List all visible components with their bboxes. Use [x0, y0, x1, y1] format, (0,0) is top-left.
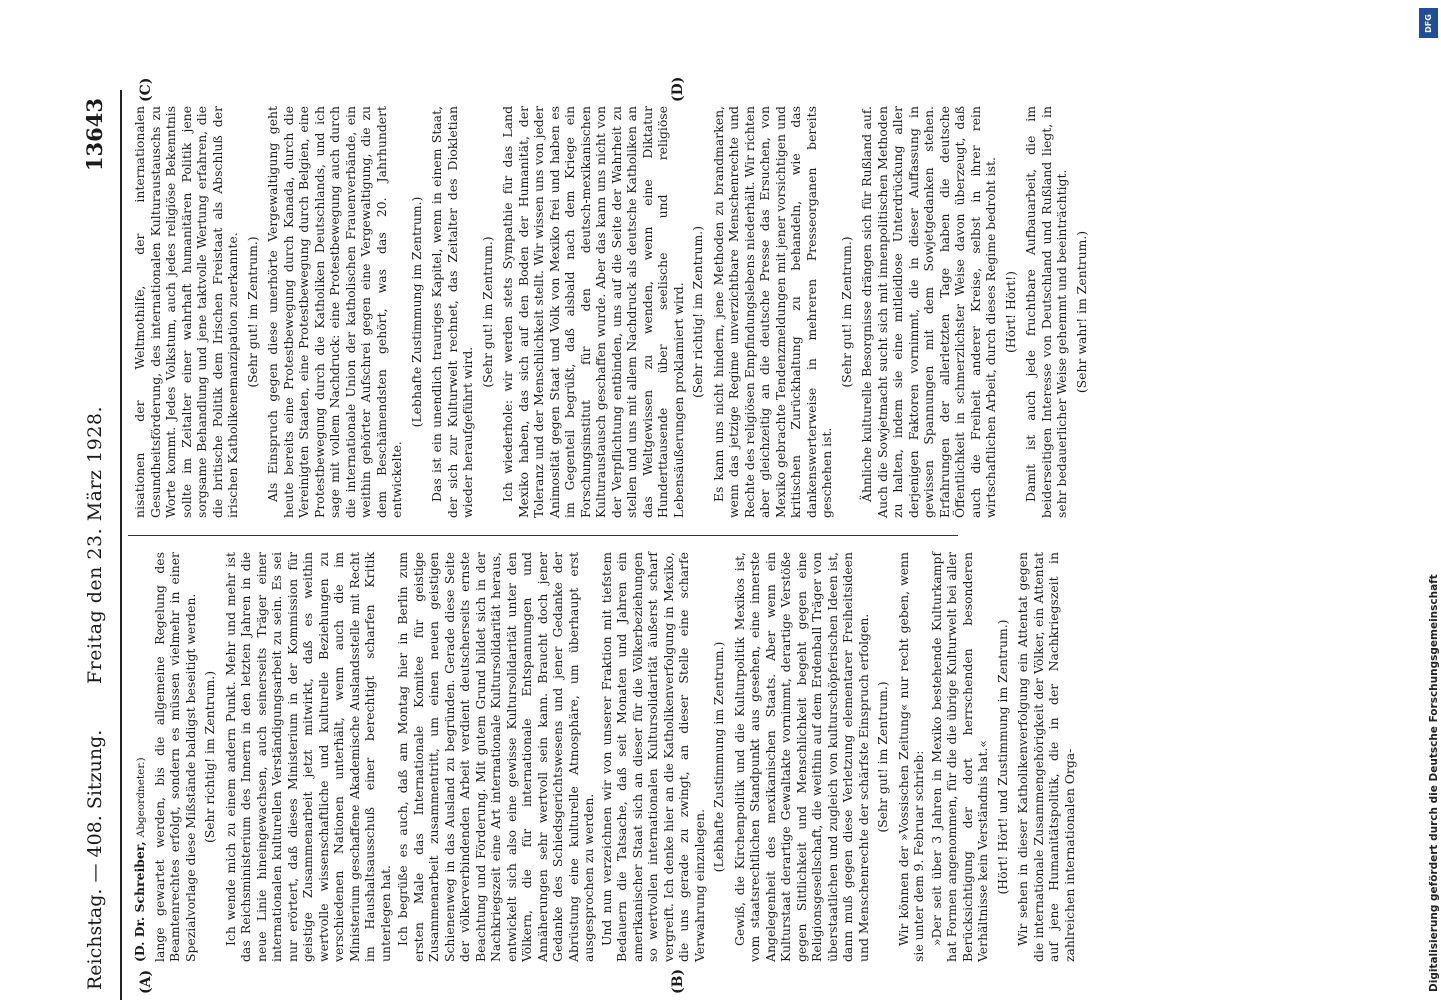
paragraph: Es kann uns nicht hindern, jene Methoden zu brandmarken, wenn das jetzige Regime unverzichtbare Menschenrechte und Rechte des religiösen Empfindungslebens niederhält. Wir richten aber gleichzeitig an die deutsche Presse das Ersuchen, von Mexiko gebrachte Tendenzmeldungen mit jener vorsichtigen und kritischen Zurückhaltung zu behandeln, wie das dankenswerterweise in mehreren Presseorganen bereits geschehen ist. [710, 106, 834, 518]
reaction: (Hört! Hört!) [1002, 271, 1018, 353]
paragraph: Ähnliche kulturelle Besorgnisse drängen sich für Rußland auf. Auch die Sowjetmacht sucht sich mit innenpolitischen Methoden zu halten, indem sie eine mitleidlose Unterdrückung aller derjenigen Faktoren vornimmt, die in dieser Auffassung in gewissen Spannungen mit dem Sowjetgedanken stehen. Erfahrungen der allerletzten Tage haben die deutsche Öffentlichkeit in schmerzlichster Weise davon überzeugt, daß auch die Freiheit anderer Kreise, selbst in ihrer rein wirtschaftlichen Arbeit, durch dieses Regime bedroht ist. [859, 106, 998, 518]
paragraph: Damit ist auch jede fruchtbare Aufbauarbeit, die im beiderseitigen Interesse von Deutschland und Rußland liegt, in sehr bedauerlicher Weise gehemmt und beeinträchtigt. [1023, 106, 1069, 518]
page-number: 13643 [82, 98, 107, 172]
paragraph: Ich begrüße es auch, daß am Montag hier in Berlin zum ersten Male das Internationale Komitee für geistige Zusammenarbeit zusammentritt, um einen neuen geistigen Schienenweg in das Ausland zu begründen. Gerade diese Seite der völkerverbindenden Arbeit verdient deutscherseits ernste Beachtung und Förderung. Mit gutem Grund bildet sich in der Nachkriegszeit eine Art internationale Kultursolidarität heraus, entwickelt sich also eine gewisse Kultursolidarität unter den Völkern, die für internationale Entspannungen und Annäherungen sehr wertvoll sein kann. Braucht doch jener Gedanke des Schiedsgerichtswesens und jener Gedanke der Abrüstung eine kulturelle Atmosphäre, um überhaupt erst ausgesprochen zu werden. [395, 552, 596, 962]
digitization-sidebar [1415, 8, 1441, 992]
speaker-line [132, 552, 150, 962]
paragraph: Gewiß, die Kirchenpolitik und die Kulturpolitik Mexikos ist, vom staatsrechtlichen Standpunkt aus gesehen, eine innerste Angelegenheit des mexikanischen Staats. Aber wenn ein Kulturstaat derartige Gewaltakte vornimmt, derartige Verstöße gegen Sittlichkeit und Menschlichkeit begeht gegen eine Religionsgesellschaft, die weithin auf dem Erdenball Träger von überstaatlichen und zugleich von kulturschöpferischen Ideen ist, dann muß gegen diese Verletzung elementarer Freiheitsideen und Menschenrechte der schärfste Einspruch erfolgen. [731, 552, 871, 962]
quotation: »Der seit über 3 Jahren in Mexiko bestehende Kulturkampf hat Formen angenommen, für die die übrige Kulturwelt bei aller Berücksichtigung der dort herrschenden besonderen Verhältnisse kein Verständnis hat.« [928, 552, 990, 962]
reaction: (Hört! Hört! und Zustimmung im Zentrum.) [994, 619, 1010, 895]
paragraph: Wir sehen in dieser Katholikenverfolgung ein Attentat gegen die internationale Zusammengehörigkeit der Völker, ein Attentat auf jene Humanitätspolitik, die in der Nachkriegszeit in zahlreichen internationalen Orga- [1015, 552, 1077, 962]
reaction: (Sehr wahr! im Zentrum.) [1073, 230, 1089, 394]
paragraph: nisationen der Weltmothilfe, der internationalen Gesundheitsförderung, des internationalen Kulturaustauschs zu Worte kommt. Jedes Volkstum, auch jedes religiöse Bekenntnis sollte im Zeitalter einer wahrhaft humanitären Politik jene sorgsame Behandlung und jene taktvolle Wertung erfahren, die die britische Politik dem Irischen Freistaat als Abschluß der irischen Katholikenemanzipation zuerkannte. [132, 106, 240, 518]
reaction: (Sehr gut! im Zentrum.) [244, 236, 260, 388]
paragraph: Das ist ein unendlich trauriges Kapitel, wenn in einem Staat, der sich zur Kulturwelt rechnet, das Zeitalter des Diokletian wieder heraufgeführt wird. [429, 106, 475, 518]
paragraph: lange gewartet werden, bis die allgemeine Regelung des Beamtenrechtes erfolgt, sondern es müssen vielmehr in einer Spezialvorlage diese Mißstände baldigst beseitigt werden. [151, 552, 198, 962]
paragraph: Wir können der »Vossischen Zeitung« nur recht geben, wenn sie unter dem 9. Februar schrieb: [895, 552, 926, 962]
reaction: (Lebhafte Zustimmung im Zentrum.) [408, 196, 424, 428]
margin-marker-a: (A) [138, 969, 154, 994]
reaction: (Sehr gut! im Zentrum.) [875, 681, 890, 833]
margin-marker-d: (D) [670, 76, 686, 102]
paragraph: Ich wiederhole: wir werden stets Sympathie für das Land Mexiko haben, das sich auf den Boden der Humanität, der Toleranz und der Menschlichkeit stellt. Wir wissen uns von jeder Animosität gegen Staat und Volk von Mexiko frei und haben es im Gegenteil begrüßt, daß alsbald nach dem Kriege ein Forschungsinstitut für den deutsch-mexikanischen Kulturaustausch geschaffen wurde. Aber das kann uns nicht von der Verpflichtung entbinden, uns auf die Seite der Wahrheit zu stellen und uns mit allem Nachdruck als deutsche Katholiken an das Weltgewissen zu wenden, wenn eine Diktatur Hunderttausende über seelische und religiöse Lebensäußerungen proklamiert wird. [500, 106, 686, 518]
margin-marker-c: (C) [138, 77, 154, 102]
rotated-page [60, 76, 1430, 1000]
reaction: (Sehr gut! im Zentrum.) [838, 236, 854, 388]
paragraph: Ich wende mich zu einem andern Punkt. Mehr und mehr ist das Reichsministerium des Innern in den letzten Jahren in die neue Linie hineingewachsen, auch seinerseits Träger einer internationalen kulturellen Verständigungsarbeit zu sein. Es sei nur erörtert, daß dieses Ministerium in der Kommission für geistige Zusammenarbeit jetzt mitwirkt, daß es weithin wertvolle wissenschaftliche und kulturelle Beziehungen zu verschiedenen Nationen unterhält, wenn auch die im Ministerium geschaffene Akademische Auslandsstelle mit Recht im Haushaltsausschuß einer berechtigt scharfen Kritik unterlegen hat. [222, 552, 393, 962]
right-column [132, 106, 1420, 518]
speaker-name: (D. Dr. Schreiber, [132, 841, 147, 962]
header-left: Reichstag. — 408. Sitzung. [84, 729, 106, 990]
reaction: (Sehr richtig! im Zentrum.) [690, 225, 705, 399]
header-date: Freitag den 23. März 1928. [84, 406, 106, 684]
left-column [132, 552, 1420, 962]
column-divider [128, 535, 958, 536]
speaker-role: Abgeordneter.) [135, 757, 147, 838]
reaction: (Sehr richtig! im Zentrum.) [202, 670, 217, 844]
dfg-logo: DFG [1419, 8, 1438, 38]
reaction: (Lebhafte Zustimmung im Zentrum.) [711, 641, 726, 873]
reaction: (Sehr gut! im Zentrum.) [479, 236, 495, 388]
page-header [76, 90, 122, 1000]
digitization-note: Digitalisierung gefördert durch die Deutsche Forschungsgemeinschaft [1428, 574, 1440, 992]
paragraph: Und nun verzeichnen wir von unserer Fraktion mit tiefstem Bedauern die Tatsache, daß seit Monaten und Jahren ein amerikanischer Staat sich an dieser für die Völkerbeziehungen so wertvollen internationalen Kultursolidarität äußerst scharf vergreift. Ich denke hier an die Katholikenverfolgung in Mexiko, die uns gerade zu zwingt, an dieser Stelle eine scharfe Verwahrung einzulegen. [598, 552, 707, 962]
paragraph: Als Einspruch gegen diese unerhörte Vergewaltigung geht heute bereits eine Protestbewegung durch Kanada, durch die Vereinigten Staaten, eine Protestbewegung durch Belgien, eine Protestbewegung durch die Katholiken Deutschlands, und ich sage mit vollem Nachdruck: eine Protestbewegung auch durch die internationale Union der katholischen Frauenverbände, ein weithin gehörter Aufschrei gegen eine Vergewaltigung, die zu dem Beschämendsten gehört, was das 20. Jahrhundert entwickelte. [265, 106, 404, 518]
margin-marker-b: (B) [670, 968, 686, 994]
